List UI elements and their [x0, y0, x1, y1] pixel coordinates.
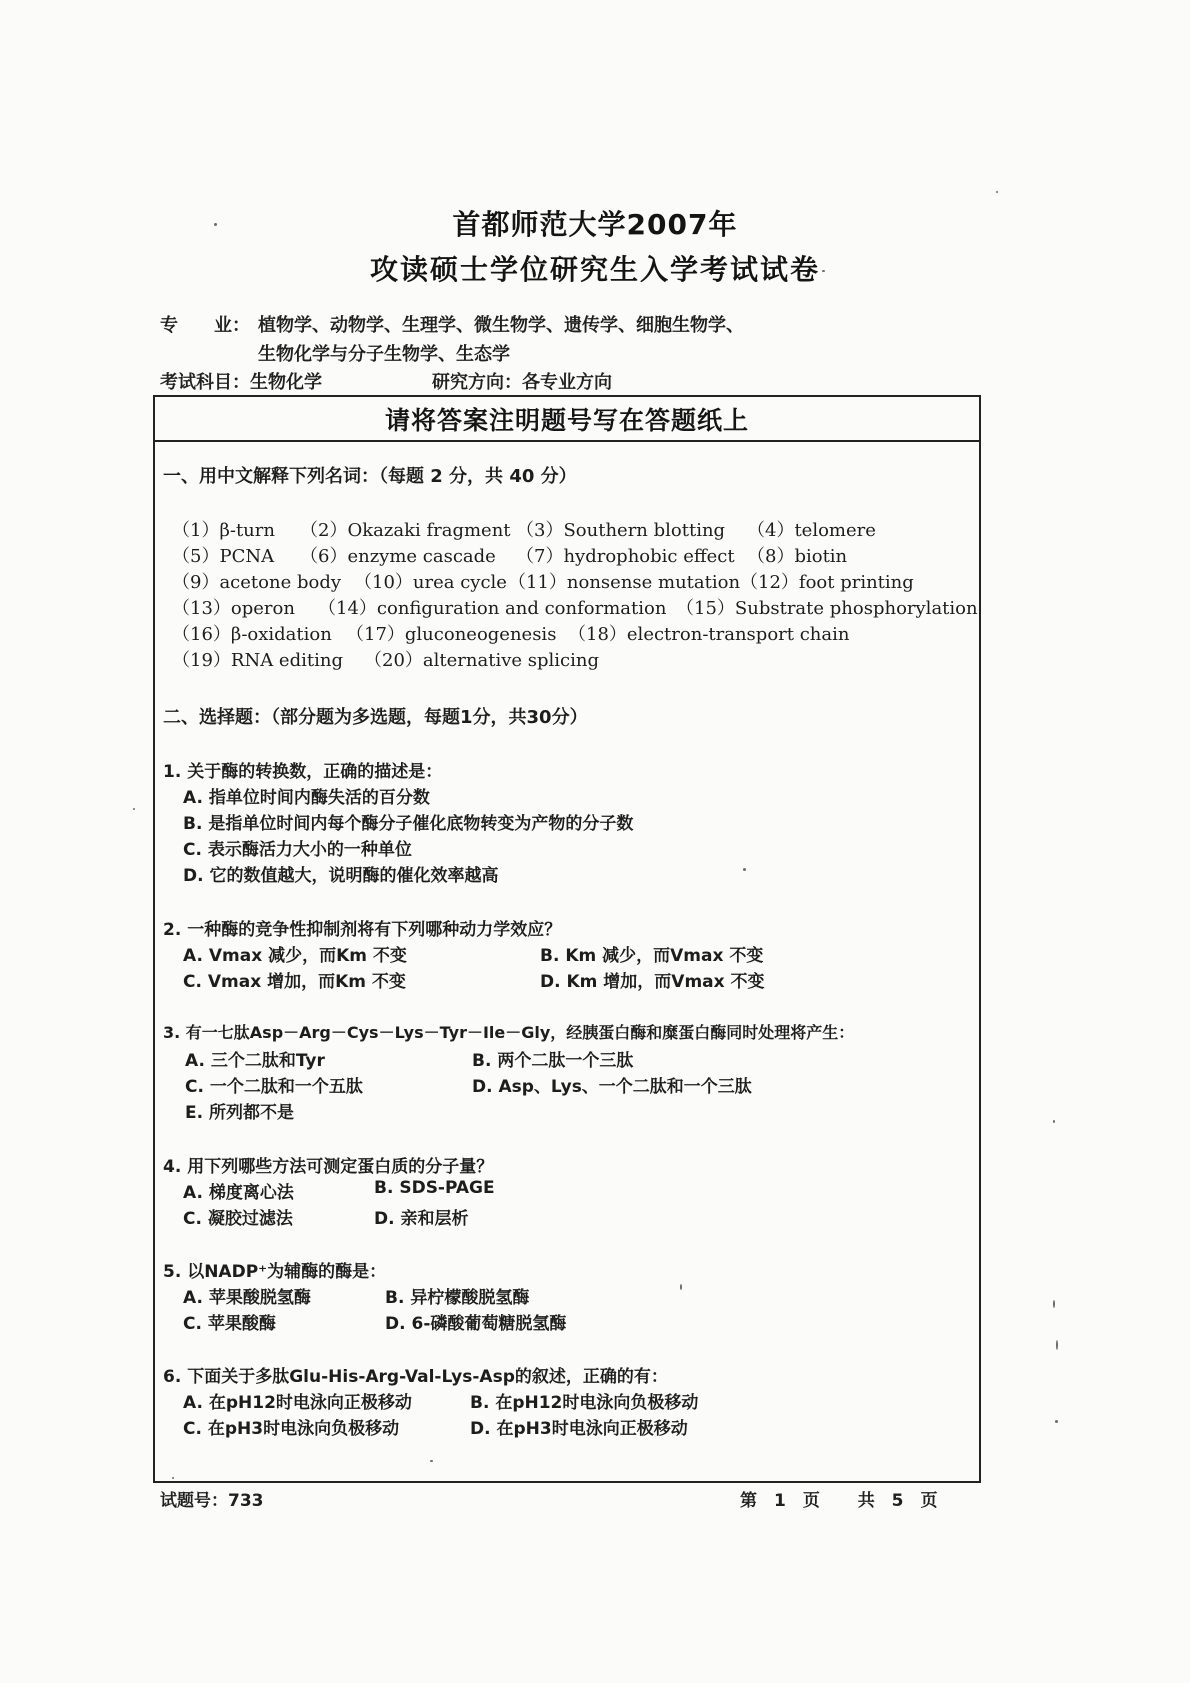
question-6-stem: 6. 下面关于多肽Glu-His-Arg-Val-Lys-Asp的叙述，正确的有：: [163, 1367, 668, 1387]
term-12: [740, 568, 914, 594]
term-18: [568, 620, 849, 646]
question-1-option-a: A. 指单位时间内酶失活的百分数: [183, 788, 430, 808]
term-number: （16）: [172, 624, 231, 645]
term-text: RNA editing: [230, 650, 343, 671]
question-4-stem: 4. 用下列哪些方法可测定蛋白质的分子量？: [163, 1157, 494, 1177]
term-number: （17）: [346, 624, 405, 645]
major-label: 专 业：: [160, 315, 250, 336]
question-4-option-d: D. 亲和层析: [374, 1209, 469, 1229]
section2-heading: 二、选择题：（部分题为多选题，每题1分，共30分）: [163, 707, 588, 728]
scan-speck: [133, 808, 135, 810]
term-text: gluconeogenesis: [404, 624, 557, 645]
term-text: configuration and conformation: [376, 598, 667, 619]
question-2-option-d: D. Km 增加，而Vmax 不变: [540, 972, 765, 992]
term-11: [508, 568, 740, 594]
question-3-option-b: B. 两个二肽一个三肽: [472, 1051, 634, 1071]
term-number: （5）: [172, 546, 220, 567]
question-4-option-a: A. 梯度离心法: [183, 1183, 294, 1203]
question-2-stem: 2. 一种酶的竞争性抑制剂将有下列哪种动力学效应？: [163, 920, 562, 940]
term-7: [516, 542, 735, 568]
term-number: （19）: [172, 650, 231, 671]
term-6: [300, 542, 496, 568]
term-text: Substrate phosphorylation: [734, 598, 978, 619]
scan-speck: [996, 191, 998, 193]
question-5-option-c: C. 苹果酸酶: [183, 1314, 276, 1334]
term-2: [300, 516, 511, 542]
term-number: （14）: [318, 598, 377, 619]
term-text: hydrophobic effect: [563, 546, 735, 567]
question-6-option-a: A. 在pH12时电泳向正极移动: [183, 1393, 412, 1413]
question-1-option-d: D. 它的数值越大，说明酶的催化效率越高: [183, 866, 499, 886]
term-text: β-turn: [219, 520, 275, 541]
question-4-option-c: C. 凝胶过滤法: [183, 1209, 293, 1229]
term-number: （2）: [300, 520, 348, 541]
term-number: （18）: [568, 624, 627, 645]
term-number: （11）: [508, 572, 567, 593]
question-5-option-b: B. 异柠檬酸脱氢酶: [385, 1288, 530, 1308]
term-8: [747, 542, 847, 568]
question-3-stem: 3. 有一七肽Asp－Arg－Cys－Lys－Tyr－Ile－Gly，经胰蛋白酶和糜蛋白酶同时处理将产生：: [163, 1023, 855, 1042]
term-number: （20）: [364, 650, 423, 671]
question-6-option-d: D. 在pH3时电泳向正极移动: [470, 1419, 688, 1439]
scan-speck: [430, 1460, 433, 1462]
term-16: [172, 620, 332, 646]
term-text: acetone body: [219, 572, 342, 593]
term-text: operon: [230, 598, 295, 619]
term-14: [318, 594, 666, 620]
major-value-line-1: 植物学、动物学、生理学、微生物学、遗传学、细胞生物学、: [258, 315, 744, 336]
term-text: electron-transport chain: [626, 624, 850, 645]
term-17: [346, 620, 556, 646]
term-number: （8）: [747, 546, 795, 567]
current-page: 第 1 页: [740, 1491, 820, 1511]
question-5-stem: 5. 以NADP⁺为辅酶的酶是：: [163, 1262, 387, 1282]
question-3-option-e: E. 所列都不是: [185, 1103, 294, 1123]
question-1-option-c: C. 表示酶活力大小的一种单位: [183, 840, 412, 860]
question-4-option-b: B. SDS-PAGE: [374, 1178, 495, 1198]
major-value-line-2: 生物化学与分子生物学、生态学: [258, 344, 510, 365]
term-number: （1）: [172, 520, 220, 541]
section1-heading: 一、用中文解释下列名词：（每题 2 分，共 40 分）: [163, 466, 577, 487]
term-text: nonsense mutation: [566, 572, 741, 593]
term-number: （12）: [740, 572, 799, 593]
question-2-option-c: C. Vmax 增加，而Km 不变: [183, 972, 406, 992]
question-6-option-c: C. 在pH3时电泳向负极移动: [183, 1419, 400, 1439]
term-13: [172, 594, 295, 620]
term-4: [747, 516, 876, 542]
question-1-option-b: B. 是指单位时间内每个酶分子催化底物转变为产物的分子数: [183, 814, 634, 834]
term-text: urea cycle: [412, 572, 507, 593]
term-number: （6）: [300, 546, 348, 567]
total-pages: 共 5 页: [857, 1491, 938, 1511]
scan-speck: [1053, 1120, 1055, 1123]
term-number: （4）: [747, 520, 795, 541]
scan-speck: [680, 1284, 682, 1290]
term-text: Southern blotting: [563, 520, 726, 541]
scan-speck: [822, 270, 825, 272]
question-5-option-d: D. 6-磷酸葡萄糖脱氢酶: [385, 1314, 567, 1334]
term-number: （3）: [516, 520, 564, 541]
question-2-option-b: B. Km 减少，而Vmax 不变: [540, 946, 764, 966]
term-text: PCNA: [219, 546, 275, 567]
term-text: enzyme cascade: [347, 546, 496, 567]
scan-speck: [1053, 1300, 1055, 1308]
scan-speck: [1056, 1340, 1058, 1350]
question-2-option-a: A. Vmax 减少，而Km 不变: [183, 946, 407, 966]
scan-speck: [1055, 1420, 1058, 1423]
question-3-option-d: D. Asp、Lys、一个二肽和一个三肽: [472, 1077, 752, 1097]
answer-instruction: 请将答案注明题号写在答题纸上: [384, 406, 749, 435]
term-9: [172, 568, 341, 594]
term-number: （13）: [172, 598, 231, 619]
term-3: [516, 516, 725, 542]
term-number: （7）: [516, 546, 564, 567]
scan-speck: [172, 1477, 174, 1479]
exam-title-university: 首都师范大学2007年: [452, 208, 738, 241]
page-number: [740, 1486, 938, 1511]
question-3-option-c: C. 一个二肽和一个五肽: [185, 1077, 363, 1097]
term-10: [354, 568, 507, 594]
question-1-stem: 1. 关于酶的转换数，正确的描述是：: [163, 762, 443, 782]
term-19: [172, 646, 343, 672]
term-number: （15）: [676, 598, 735, 619]
term-text: biotin: [794, 546, 848, 567]
box-divider: [155, 440, 979, 442]
scan-speck: [743, 868, 746, 871]
term-text: alternative splicing: [422, 650, 599, 671]
term-text: telomere: [794, 520, 876, 541]
term-text: β-oxidation: [230, 624, 332, 645]
term-5: [172, 542, 274, 568]
exam-subject: 考试科目：生物化学: [160, 372, 322, 393]
research-direction: 研究方向：各专业方向: [432, 372, 612, 393]
question-3-option-a: A. 三个二肽和Tyr: [185, 1051, 325, 1071]
term-number: （9）: [172, 572, 220, 593]
term-15: [676, 594, 978, 620]
term-20: [364, 646, 599, 672]
question-6-option-b: B. 在pH12时电泳向负极移动: [470, 1393, 699, 1413]
exam-code: 试题号：733: [160, 1491, 264, 1511]
exam-title-paper: 攻读硕士学位研究生入学考试试卷: [369, 253, 820, 286]
term-text: Okazaki fragment: [347, 520, 511, 541]
question-5-option-a: A. 苹果酸脱氢酶: [183, 1288, 311, 1308]
scan-speck: [214, 223, 217, 226]
term-text: foot printing: [798, 572, 914, 593]
term-number: （10）: [354, 572, 413, 593]
term-1: [172, 516, 275, 542]
